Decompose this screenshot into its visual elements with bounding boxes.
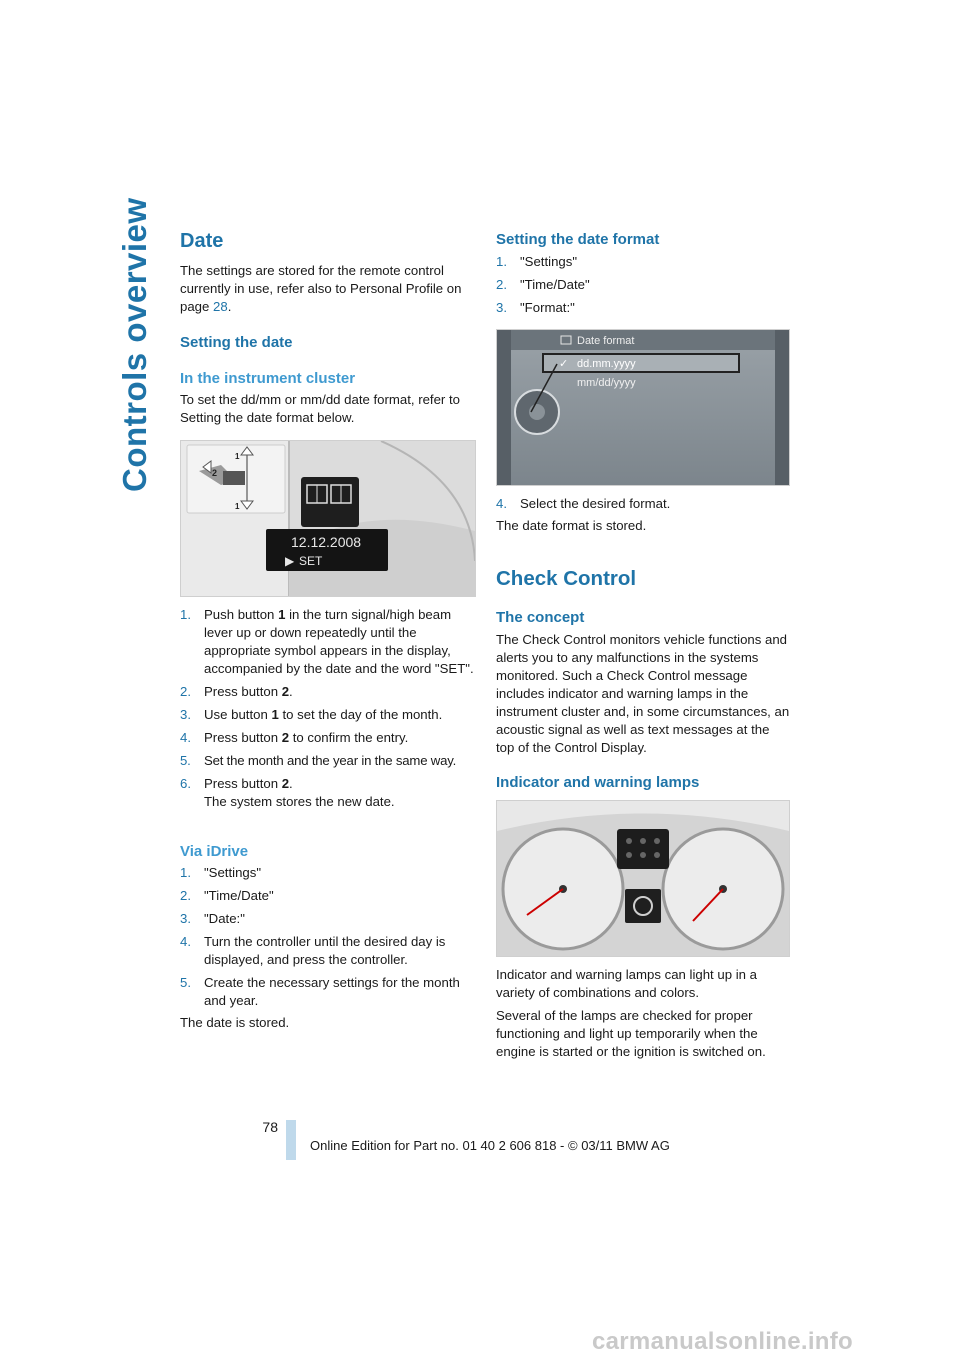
step-text-rest: . — [289, 776, 293, 791]
page-number: 78 — [262, 1119, 278, 1135]
step-text: "Time/Date" — [520, 277, 590, 292]
step-number: 3. — [180, 707, 191, 722]
section-side-tab — [112, 197, 156, 500]
step-text-rest: . — [289, 684, 293, 699]
lamps-heading: Indicator and warning lamps — [496, 774, 700, 791]
step-text: Use button — [204, 707, 272, 722]
step-text: "Settings" — [204, 865, 262, 880]
site-watermark[interactable]: carmanualsonline.info — [592, 1328, 854, 1355]
idrive-step — [180, 933, 474, 969]
concept-text: The Check Control monitors vehicle functions and alerts you to any malfunctions in the systems monitored. Such a Check Control message includes indicator and warning lamps in the instrument cluster and, in some circumstances, an acoustic signal as well as text messages at the top of the Control Display. — [496, 632, 790, 755]
cluster-step — [180, 729, 474, 747]
date-intro-text: The settings are stored for the remote control currently in use, refer also to Personal Profile on page — [180, 263, 462, 314]
cluster-step — [180, 775, 474, 811]
step-text: Push button — [204, 607, 279, 622]
step-number: 4. — [180, 934, 191, 949]
cluster-step — [180, 606, 474, 678]
step-text: Press button — [204, 730, 282, 745]
cluster-intro: To set the dd/mm or mm/dd date format, refer to Setting the date format below. — [180, 392, 460, 425]
format-step — [496, 299, 790, 317]
button-1-label-top: 1 — [235, 452, 240, 461]
date-format-heading: Setting the date format — [496, 231, 660, 248]
side-tab-label: Controls overview — [116, 197, 153, 492]
cluster-set-readout: SET — [299, 554, 323, 568]
instrument-cluster-heading: In the instrument cluster — [180, 370, 356, 387]
format-step — [496, 276, 790, 294]
screen-header: Date format — [577, 335, 635, 347]
format-step — [496, 253, 790, 271]
date-stored-text: The date is stored. — [180, 1015, 290, 1030]
step-text: "Settings" — [520, 254, 578, 269]
cluster-set-play-icon: ▶ — [285, 554, 295, 568]
page-link-28[interactable]: 28 — [213, 299, 228, 314]
lamps-paragraph-2: Several of the lamps are checked for proper functioning and light up temporarily when the engine is started or the ignition is switched on. — [496, 1008, 766, 1059]
button-2-label: 2 — [212, 468, 218, 478]
step-button-ref: 1 — [271, 707, 279, 722]
step-number: 2. — [180, 888, 191, 903]
idrive-step — [180, 910, 474, 928]
check-icon: ✓ — [559, 358, 569, 370]
step-number: 3. — [496, 300, 507, 315]
format-option-selected: dd.mm.yyyy — [577, 358, 636, 370]
footer-edition-text: Online Edition for Part no. 01 40 2 606 818 - © 03/11 BMW AG — [310, 1138, 670, 1153]
step-number: 1. — [180, 607, 191, 622]
instrument-cluster-image — [180, 440, 476, 597]
step-number: 5. — [180, 753, 191, 768]
date-format-screen — [496, 329, 790, 486]
step-text: Select the desired format. — [520, 496, 671, 511]
lamps-paragraph-1: Indicator and warning lamps can light up in a variety of combinations and colors. — [496, 967, 757, 1000]
lamps-illustration — [497, 801, 789, 956]
setting-date-heading: Setting the date — [180, 334, 293, 351]
idrive-step — [180, 864, 474, 882]
date-intro — [180, 262, 474, 316]
format-step4-list — [496, 495, 790, 513]
warning-lamps-image — [496, 800, 790, 957]
step-button-ref: 2 — [281, 776, 290, 791]
step-number: 5. — [180, 975, 191, 990]
cluster-date-readout: 12.12.2008 — [291, 534, 362, 550]
step-text: Create the necessary settings for the month and year. — [204, 975, 460, 1008]
date-intro-end: . — [227, 299, 232, 314]
step-number: 1. — [496, 254, 507, 269]
step-text: Set the month and the year in the same way. — [204, 753, 457, 768]
step-text-rest: to confirm the entry. — [289, 730, 409, 745]
cluster-step — [180, 706, 474, 724]
step-text-rest: to set the day of the month. — [278, 707, 443, 722]
step-number: 2. — [496, 277, 507, 292]
format-stored-text: The date format is stored. — [496, 518, 647, 533]
button-1-label-bottom: 1 — [235, 502, 240, 511]
step-text: Press button — [204, 684, 282, 699]
step-text: "Time/Date" — [204, 888, 274, 903]
step-text: Press button — [204, 776, 282, 791]
step-number: 6. — [180, 776, 191, 791]
format-steps-list — [496, 253, 790, 317]
step-number: 3. — [180, 911, 191, 926]
step-button-ref: 1 — [278, 607, 286, 622]
via-idrive-heading: Via iDrive — [180, 843, 249, 860]
concept-heading: The concept — [496, 609, 585, 626]
step-number: 4. — [496, 496, 507, 511]
cluster-illustration — [181, 441, 475, 596]
format-option: mm/dd/yyyy — [577, 377, 636, 389]
idrive-step — [180, 887, 474, 905]
step-text: "Format:" — [520, 300, 575, 315]
footer-accent-bar — [286, 1120, 296, 1160]
step-number: 2. — [180, 684, 191, 699]
control-display-illustration — [497, 330, 789, 485]
step-number: 1. — [180, 865, 191, 880]
step-button-ref: 2 — [281, 684, 290, 699]
cluster-step — [180, 683, 474, 701]
cluster-steps-list — [180, 606, 474, 811]
cluster-step — [180, 752, 474, 770]
step-text: "Date:" — [204, 911, 245, 926]
format-step — [496, 495, 790, 513]
step-text-rest: in the turn signal/high beam lever up or down repeatedly until the appropriate symbol appears in the display, accompanied by the date and the word "SET". — [204, 607, 474, 676]
check-control-heading: Check Control — [496, 567, 637, 590]
step-number: 4. — [180, 730, 191, 745]
step-text: Turn the controller until the desired day is displayed, and press the controller. — [204, 934, 446, 967]
step-note: The system stores the new date. — [204, 794, 395, 809]
idrive-step — [180, 974, 474, 1010]
step-button-ref: 2 — [281, 730, 290, 745]
date-heading: Date — [180, 230, 224, 252]
idrive-steps-list — [180, 864, 474, 1010]
